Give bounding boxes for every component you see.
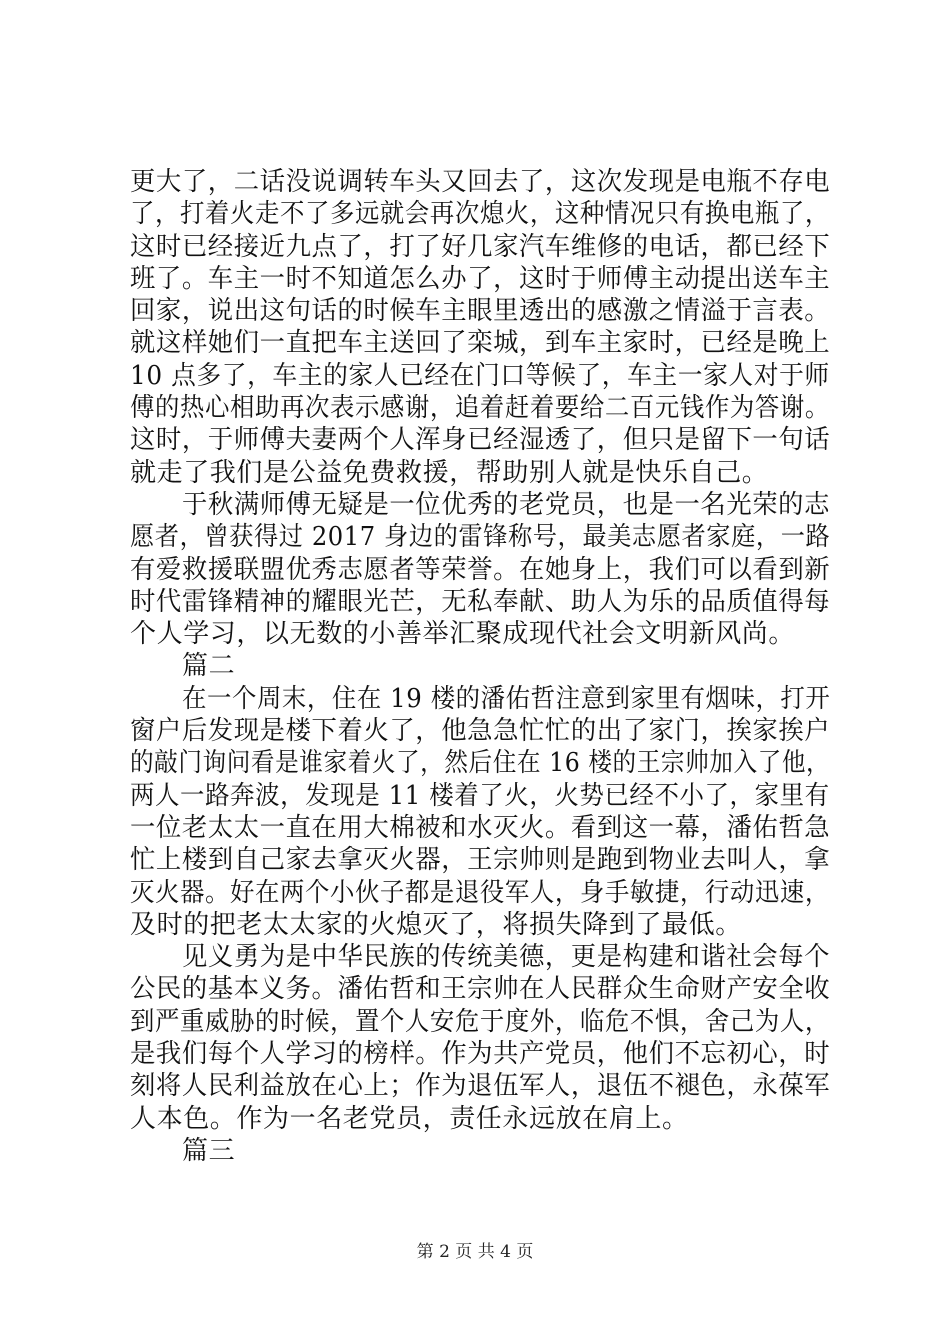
text-line: 人本色。作为一名老党员，责任永远放在肩上。 [130,1103,689,1134]
text-line: 忙上楼到自己家去拿灭火器，王宗帅则是跑到物业去叫人，拿 [130,845,831,876]
text-line: 10 点多了，车主的家人已经在门口等候了，车主一家人对于师 [130,360,830,391]
text-line: 及时的把老太太家的火熄灭了，将损失降到了最低。 [130,909,742,940]
paragraph-start-line: 在一个周末，住在 19 楼的潘佑哲注意到家里有烟味，打开 [182,683,831,714]
text-line: 一位老太太一直在用大棉被和水灭火。看到这一幕，潘佑哲急 [130,812,831,843]
text-line: 窗户后发现是楼下着火了，他急急忙忙的出了家门，挨家挨户 [130,716,831,747]
text-line: 了，打着火走不了多远就会再次熄火，这种情况只有换电瓶了， [130,199,830,230]
page-number-footer: 第 2 页 共 4 页 [416,1242,534,1262]
text-line: 是我们每个人学习的榜样。作为共产党员，他们不忘初心，时 [130,1039,831,1070]
text-line: 到严重威胁的时候，置个人安危于度外，临危不惧，舍己为人， [130,1006,830,1037]
text-line: 两人一路奔波，发现是 11 楼着了火，火势已经不小了，家里有 [130,780,830,811]
text-line: 这时，于师傅夫妻两个人浑身已经湿透了，但只是留下一句话 [130,425,831,456]
text-line: 有爱救援联盟优秀志愿者等荣誉。在她身上，我们可以看到新 [130,554,831,585]
text-line: 更大了，二话没说调转车头又回去了，这次发现是电瓶不存电 [130,167,831,197]
text-line: 傅的热心相助再次表示感谢，追着赶着要给二百元钱作为答谢。 [130,393,830,424]
paragraph-start-line: 于秋满师傅无疑是一位优秀的老党员，也是一名光荣的志 [182,489,831,520]
text-line: 就这样她们一直把车主送回了栾城，到车主家时，已经是晚上 [130,328,831,359]
section-heading: 篇三 [182,1135,236,1166]
text-line: 公民的基本义务。潘佑哲和王宗帅在人民群众生命财产安全收 [130,974,831,1005]
text-line: 灭火器。好在两个小伙子都是退役军人，身手敏捷，行动迅速， [130,877,830,908]
document-body [130,166,830,1167]
text-line: 回家，说出这句话的时候车主眼里透出的感激之情溢于言表。 [130,296,831,327]
text-line: 班了。车主一时不知道怎么办了，这时于师傅主动提出送车主 [130,263,831,294]
text-line: 愿者，曾获得过 2017 身边的雷锋称号，最美志愿者家庭，一路 [130,522,831,553]
text-line: 时代雷锋精神的耀眼光芒，无私奉献、助人为乐的品质值得每 [130,586,831,617]
section-heading: 篇二 [182,651,236,682]
text-line: 就走了我们是公益免费救援，帮助别人就是快乐自己。 [130,457,769,488]
text-line: 这时已经接近九点了，打了好几家汽车维修的电话，都已经下 [130,231,831,262]
paragraph-start-line: 见义勇为是中华民族的传统美德，更是构建和谐社会每个 [182,942,831,973]
text-line: 个人学习，以无数的小善举汇聚成现代社会文明新风尚。 [130,619,796,650]
text-line: 刻将人民利益放在心上；作为退伍军人，退伍不褪色，永葆军 [130,1071,831,1102]
text-line: 的敲门询问看是谁家着火了，然后住在 16 楼的王宗帅加入了他， [130,748,831,779]
